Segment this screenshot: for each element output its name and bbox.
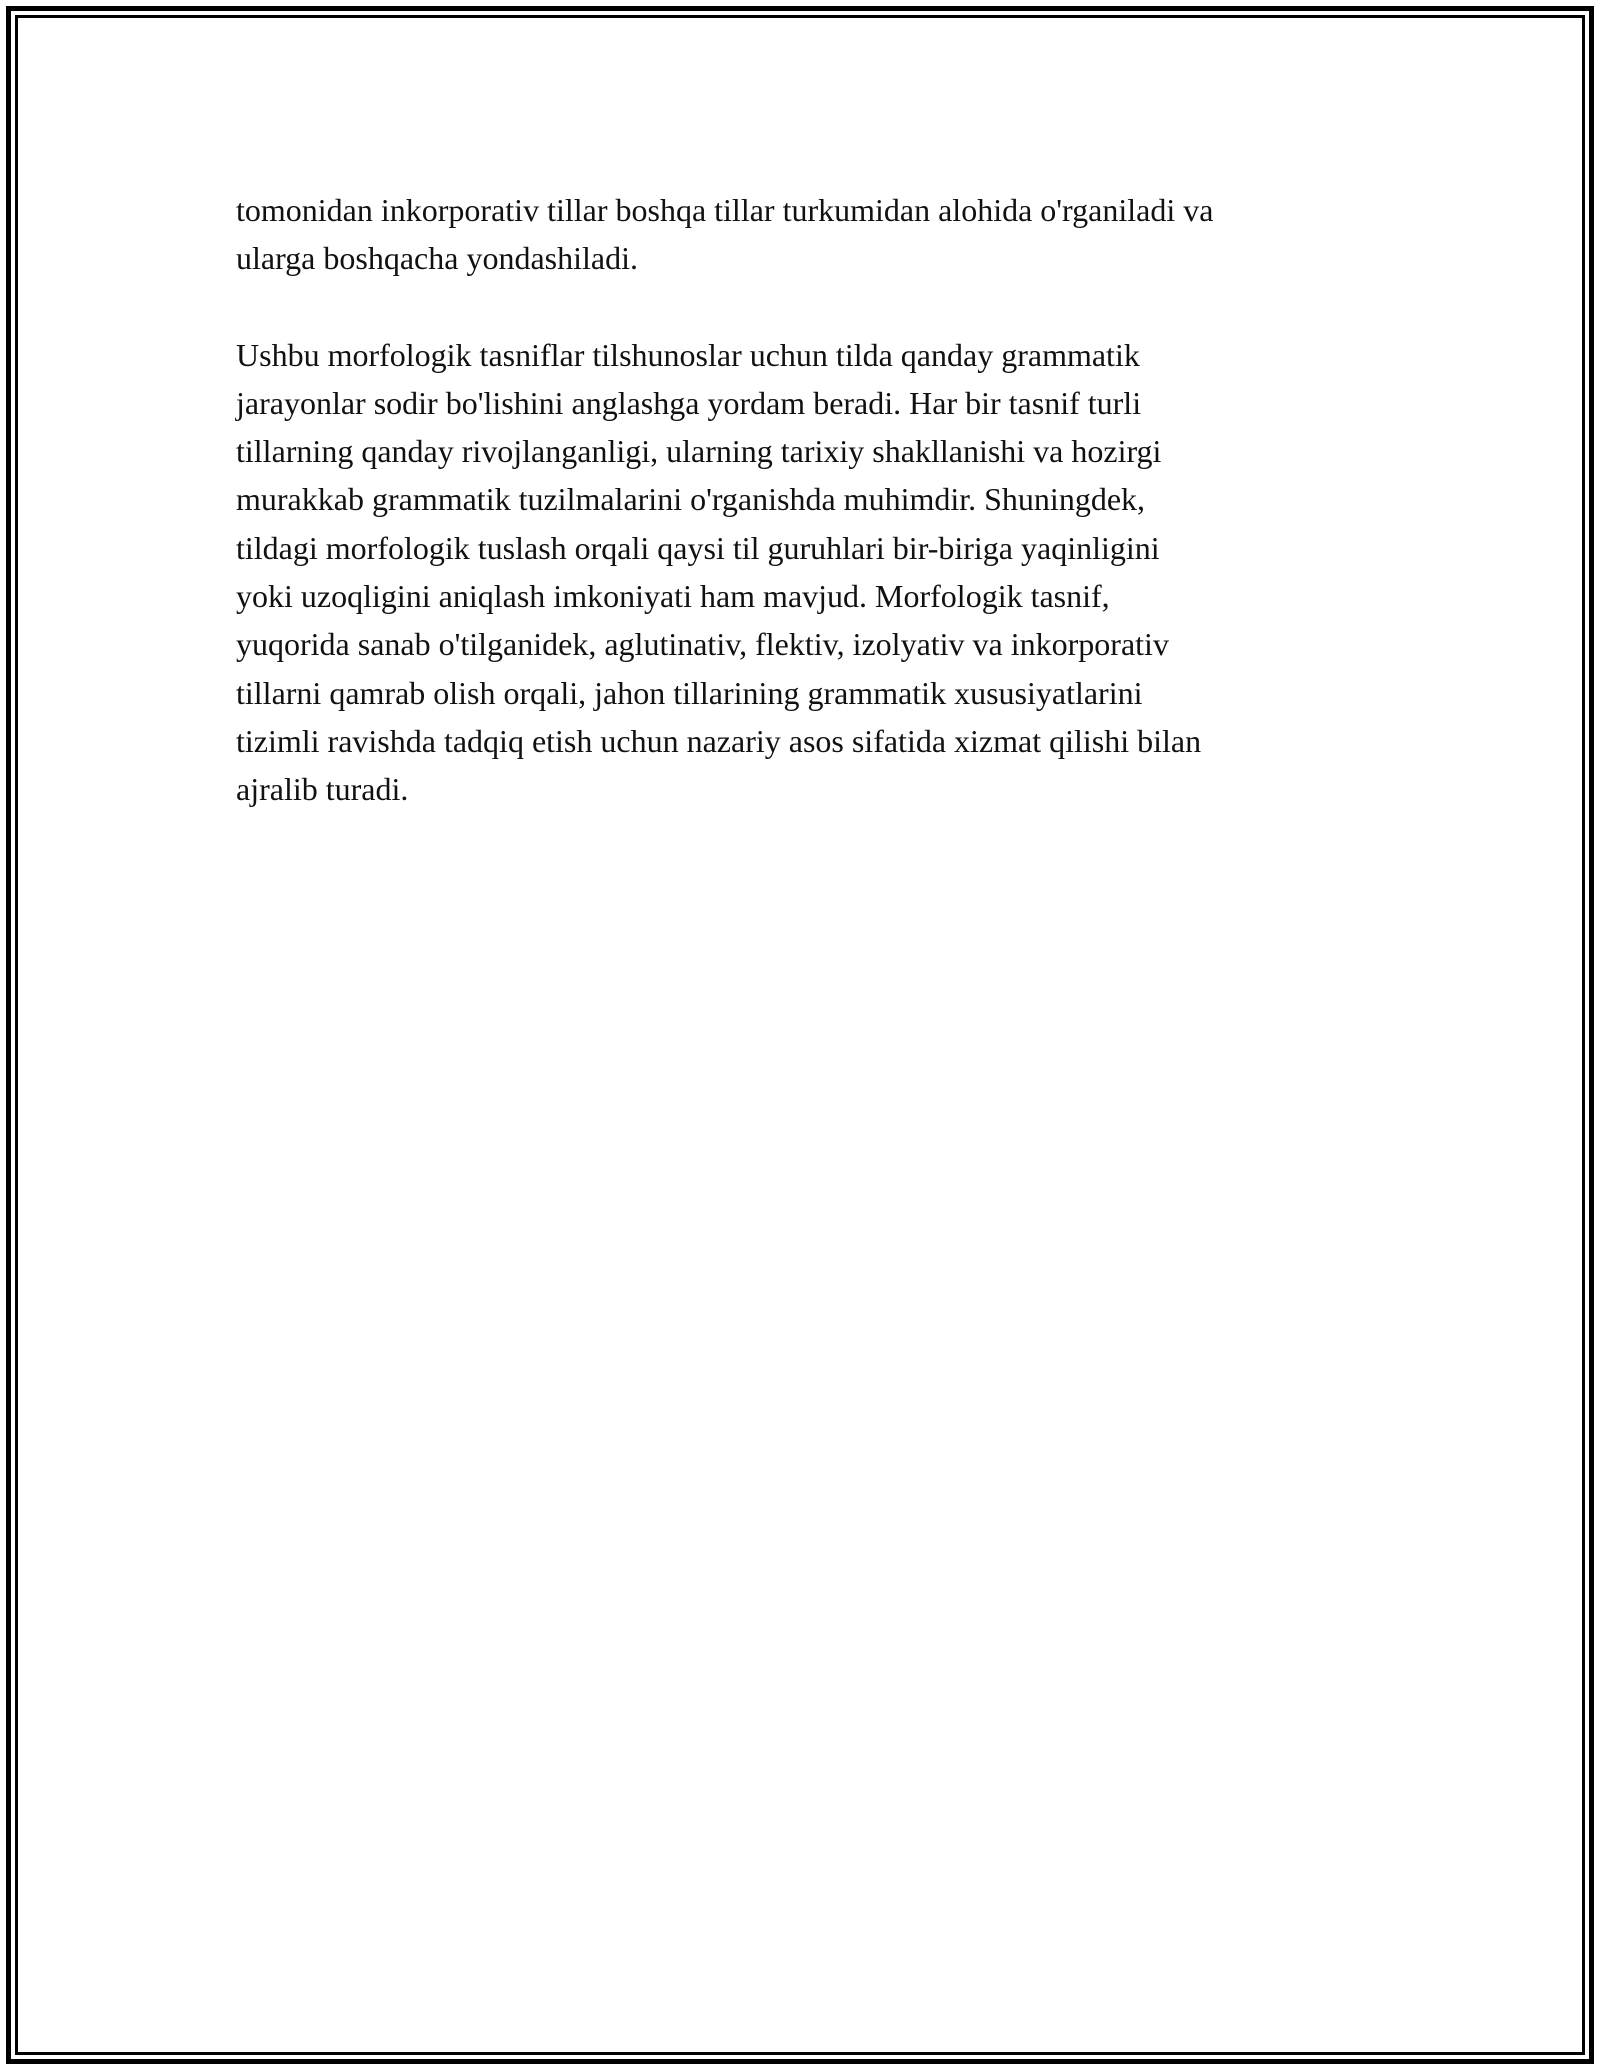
paragraph-2 — [236, 331, 1386, 814]
text-line: tildagi morfologik tuslash orqali qaysi til guruhlari bir-biriga yaqinligini — [236, 529, 1160, 566]
text-line: Ushbu morfologik tasniflar tilshunoslar uchun tilda qanday grammatik — [236, 336, 1140, 373]
text-line: tizimli ravishda tadqiq etish uchun nazariy asos sifatida xizmat qilishi bilan — [236, 722, 1202, 759]
text-line: jarayonlar sodir bo'lishini anglashga yordam beradi. Har bir tasnif turli — [236, 384, 1142, 421]
text-line: tillarni qamrab olish orqali, jahon tillarining grammatik xususiyatlarini — [236, 674, 1143, 711]
document-body — [236, 186, 1386, 814]
text-line: tomonidan inkorporativ tillar boshqa tillar turkumidan alohida o'rganiladi va — [236, 192, 1214, 228]
text-line: tillarning qanday rivojlanganligi, ularning tarixiy shakllanishi va hozirgi — [236, 433, 1162, 470]
text-line: ajralib turadi. — [236, 771, 409, 808]
text-line: yuqorida sanab o'tilganidek, aglutinativ, flektiv, izolyativ va inkorporativ — [236, 626, 1169, 663]
text-line: yoki uzoqligini aniqlash imkoniyati ham mavjud. Morfologik tasnif, — [236, 578, 1110, 615]
paragraph-1 — [236, 186, 1386, 283]
text-line: ularga boshqacha yondashiladi. — [236, 240, 638, 277]
text-line: murakkab grammatik tuzilmalarini o'rganishda muhimdir. Shuningdek, — [236, 481, 1146, 518]
